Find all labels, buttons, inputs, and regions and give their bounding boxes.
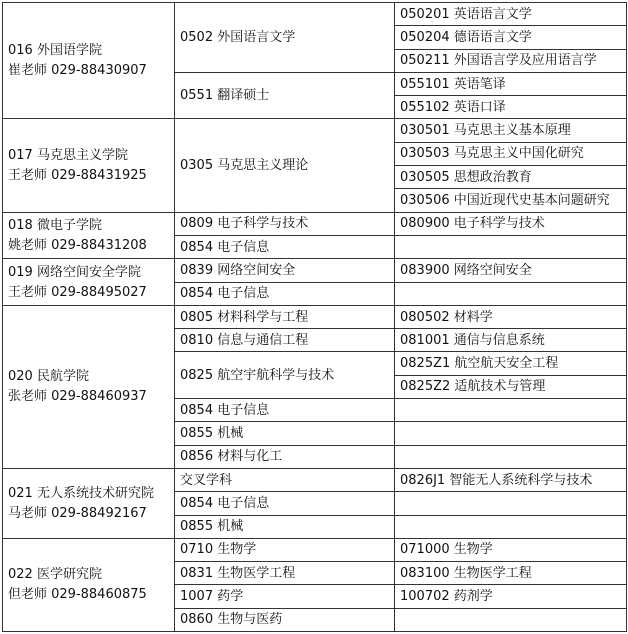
program-name: 0854 电子信息: [175, 399, 395, 422]
research-direction: 0826J1 智能无人系统科学与技术: [395, 468, 627, 491]
college-cell: [3, 119, 175, 212]
college-contact: 马老师 029-88492167: [8, 505, 147, 521]
college-contact: 王老师 029-88431925: [8, 168, 147, 184]
research-direction: [395, 445, 627, 468]
program-name: 0809 电子科学与技术: [175, 212, 395, 235]
research-direction: [395, 422, 627, 445]
program-name: 0805 材料科学与工程: [175, 305, 395, 328]
college-contact: 姚老师 029-88431208: [8, 237, 147, 253]
college-contact: 王老师 029-88495027: [8, 284, 147, 300]
table-row: [3, 305, 627, 328]
program-table: [2, 2, 627, 632]
program-name: 交叉学科: [175, 468, 395, 491]
program-name: 0839 网络空间安全: [175, 259, 395, 282]
table-row: [3, 3, 627, 26]
table-row: [3, 538, 627, 561]
research-direction: 030506 中国近现代史基本问题研究: [395, 189, 627, 212]
program-table-body: [3, 3, 627, 632]
college-cell: [3, 212, 175, 259]
program-name: 0551 翻译硕士: [175, 72, 395, 119]
research-direction: 083900 网络空间安全: [395, 259, 627, 282]
research-direction: 050201 英语语言文学: [395, 3, 627, 26]
program-name: 0860 生物与医药: [175, 608, 395, 631]
program-name: 0710 生物学: [175, 538, 395, 561]
research-direction: 100702 药剂学: [395, 585, 627, 608]
college-cell: [3, 3, 175, 119]
college-cell: [3, 538, 175, 631]
program-name: 0854 电子信息: [175, 492, 395, 515]
research-direction: 030503 马克思主义中国化研究: [395, 142, 627, 165]
research-direction: [395, 608, 627, 631]
college-name: 019 网络空间安全学院: [8, 264, 141, 280]
research-direction: 080900 电子科学与技术: [395, 212, 627, 235]
college-name: 017 马克思主义学院: [8, 148, 128, 164]
research-direction: 081001 通信与信息系统: [395, 329, 627, 352]
research-direction: 0825Z2 适航技术与管理: [395, 375, 627, 398]
program-name: 0855 机械: [175, 515, 395, 538]
program-name: 0855 机械: [175, 422, 395, 445]
program-name: 0810 信息与通信工程: [175, 329, 395, 352]
program-name: 0854 电子信息: [175, 282, 395, 305]
program-name: 0854 电子信息: [175, 235, 395, 258]
table-row: [3, 259, 627, 282]
program-name: 1007 药学: [175, 585, 395, 608]
research-direction: 055101 英语笔译: [395, 72, 627, 95]
table-row: [3, 212, 627, 235]
college-contact: 张老师 029-88460937: [8, 389, 147, 405]
college-contact: 崔老师 029-88430907: [8, 63, 147, 79]
table-row: [3, 468, 627, 491]
research-direction: [395, 282, 627, 305]
program-name: 0502 外国语言文学: [175, 3, 395, 73]
college-name: 022 医学研究院: [8, 567, 102, 583]
table-row: [3, 119, 627, 142]
college-name: 016 外国语学院: [8, 43, 102, 59]
research-direction: 071000 生物学: [395, 538, 627, 561]
research-direction: [395, 235, 627, 258]
program-name: 0831 生物医学工程: [175, 562, 395, 585]
college-cell: [3, 259, 175, 306]
college-name: 018 微电子学院: [8, 217, 102, 233]
college-contact: 但老师 029-88460875: [8, 587, 147, 603]
research-direction: [395, 492, 627, 515]
research-direction: 030501 马克思主义基本原理: [395, 119, 627, 142]
research-direction: 055102 英语口译: [395, 96, 627, 119]
program-name: 0305 马克思主义理论: [175, 119, 395, 212]
research-direction: 0825Z1 航空航天安全工程: [395, 352, 627, 375]
college-cell: [3, 305, 175, 468]
college-name: 020 民航学院: [8, 369, 89, 385]
research-direction: 050204 德语语言文学: [395, 26, 627, 49]
research-direction: 050211 外国语言学及应用语言学: [395, 49, 627, 72]
program-name: 0856 材料与化工: [175, 445, 395, 468]
research-direction: 080502 材料学: [395, 305, 627, 328]
college-cell: [3, 468, 175, 538]
research-direction: [395, 399, 627, 422]
program-name: 0825 航空宇航科学与技术: [175, 352, 395, 399]
research-direction: [395, 515, 627, 538]
research-direction: 030505 思想政治教育: [395, 166, 627, 189]
college-name: 021 无人系统技术研究院: [8, 485, 154, 501]
research-direction: 083100 生物医学工程: [395, 562, 627, 585]
